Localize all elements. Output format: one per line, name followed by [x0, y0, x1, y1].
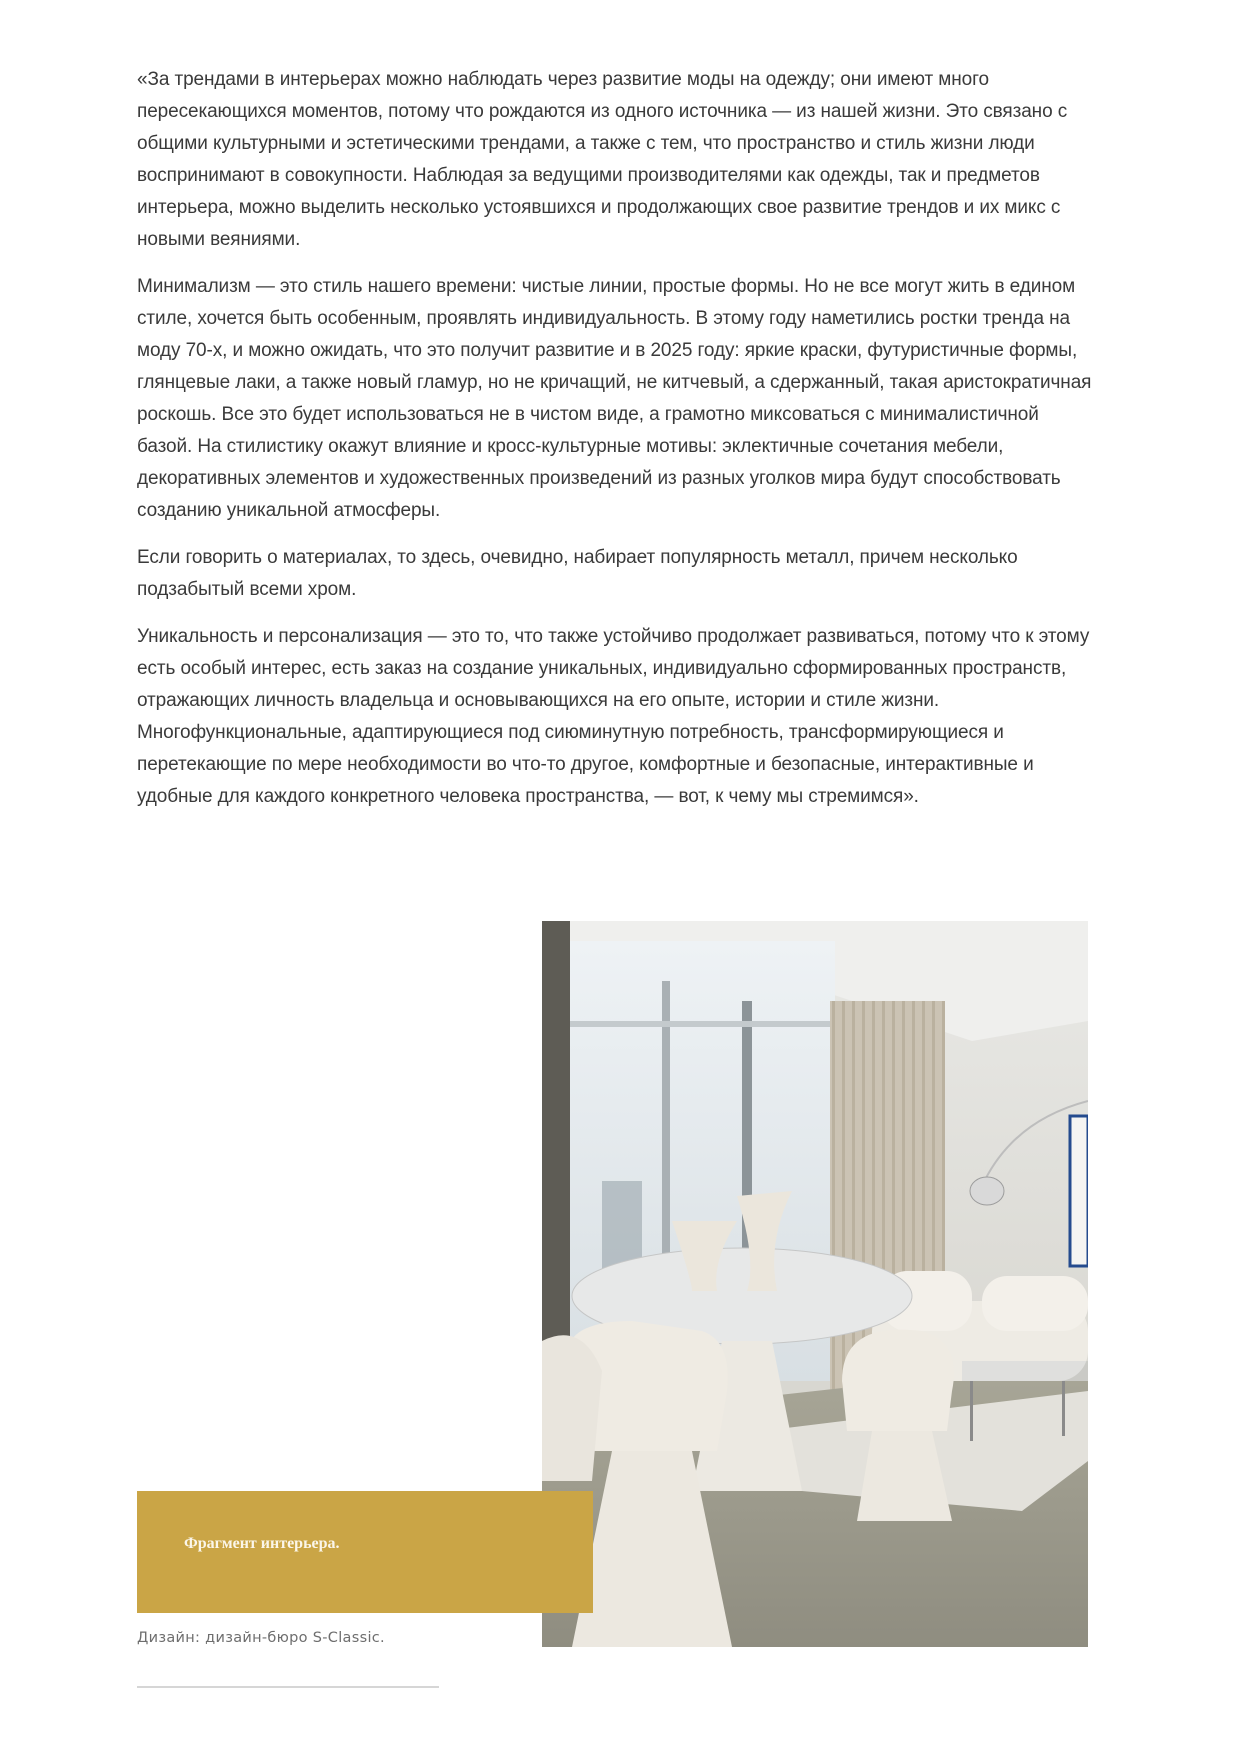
article-paragraph-4: Уникальность и персонализация — это то, что также устойчиво продолжает развиваться, потому что к этому есть особый интерес, есть заказ на создание уникальных, индивидуально сформированных пространств, отражающих личность владельца и основывающихся на его опыте, истории и стиле жизни. Многофункциональные, адаптирующиеся под сиюминутную потребность, трансформирующиеся и перетекающие по мере необходимости во что-то другое, комфортные и безопасные, интерактивные и удобные для каждого конкретного человека пространства, — вот, к чему мы стремимся».	[137, 626, 1090, 807]
divider	[137, 1686, 439, 1688]
caption-text: Фрагмент интерьера.	[184, 1535, 340, 1552]
article-paragraph-1: «За трендами в интерьерах можно наблюдать через развитие моды на одежду; они имеют много пересекающихся моментов, потому что рождаются из одного источника — из нашей жизни. Это связано с общими культурными и эстетическими трендами, а также с тем, что пространство и стиль жизни люди воспринимают в совокупности. Наблюдая за ведущими производителями как одежды, так и предметов интерьера, можно выделить несколько устоявшихся и продолжающих свое развитие трендов и их микс с новыми веяниями.	[137, 69, 1068, 250]
article-body	[137, 64, 1092, 828]
caption-box	[137, 1491, 593, 1613]
interior-photo[interactable]	[542, 921, 1088, 1647]
article-paragraph-3: Если говорить о материалах, то здесь, очевидно, набирает популярность металл, причем несколько подзабытый всеми хром.	[137, 547, 1018, 600]
interior-photo-illustration	[542, 921, 1088, 1647]
design-credit: Дизайн: дизайн-бюро S-Classic.	[137, 1630, 385, 1646]
article-paragraph-2: Минимализм — это стиль нашего времени: чистые линии, простые формы. Но не все могут жить в едином стиле, хочется быть особенным, проявлять индивидуальность. В этому году наметились ростки тренда на моду 70-х, и можно ожидать, что это получит развитие и в 2025 году: яркие краски, футуристичные формы, глянцевые лаки, а также новый гламур, но не кричащий, не китчевый, а сдержанный, такая аристократичная роскошь. Все это будет использоваться не в чистом виде, а грамотно миксоваться с минималистичной базой. На стилистику окажут влияние и кросс-культурные мотивы: эклектичные сочетания мебели, декоративных элементов и художественных произведений из разных уголков мира будут способствовать созданию уникальной атмосферы.	[137, 276, 1092, 521]
